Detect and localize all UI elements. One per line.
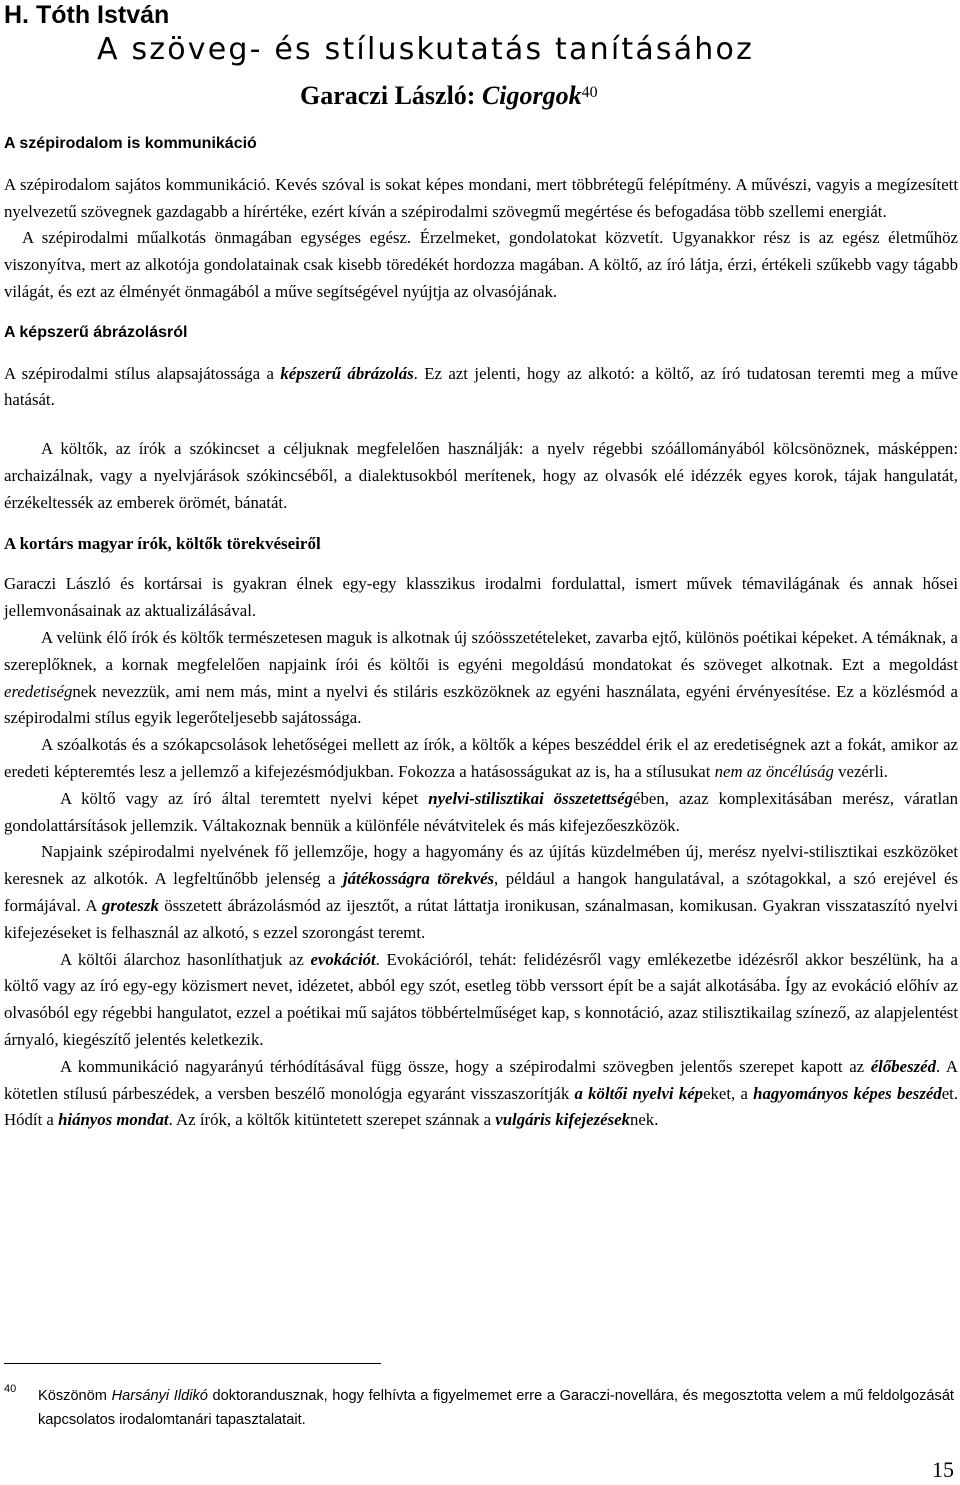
paragraph: A költők, az írók a szókincset a céljuknak megfelelően használják: a nyelv régebbi szóállományából kölcsönöznek, másképpen: archaizálnak, vagy a nyelvjárások szókincséből, a dialektusokból merítenek, hogy az olvasók elé idézzék egyes korok, tájak hangulatát, érzékeltessék az emberek örömét, bánatát.: [4, 439, 958, 512]
footnote-reference: 40: [581, 84, 598, 101]
paragraph: A költői álarchoz hasonlíthatjuk az evokációt. Evokációról, tehát: felidézésről vagy emlékezetbe idézésről akkor beszélünk, ha a költő vagy az író egy-egy közismert nevet, idézetet, abból egy szót, esetleg több verssort épít be a saját alkotásába. Így az evokáció előhív az olvasóból egy régebbi hangulatot, ezzel a poétikai mű sajátos többértelműséget kap, s konnotáció, azaz stilisztikailag színező, az alapjelentést árnyaló, kiegészítő jelentés keletkezik.: [4, 949, 958, 1049]
footnote-text: Köszönöm Harsányi Ildikó doktorandusznak, hogy felhívta a figyelmemet erre a Garaczi-novellára, és megosztotta velem a mű feldolgozását kapcsolatos irodalomtanári tapasztalatait.: [38, 1388, 954, 1428]
subtitle-author: Garaczi László:: [300, 81, 482, 110]
paragraph: A szépirodalmi stílus alapsajátossága a képszerű ábrázolás. Ez azt jelenti, hogy az alkotó: a költő, az író tudatosan teremti meg a műve hatását.: [4, 363, 958, 410]
paragraph: A költő vagy az író által teremtett nyelvi képet nyelvi-stilisztikai összetettségében, azaz komplexitásában merész, váratlan gondolattársítások jellemzik. Váltakoznak bennük a különféle névátvitelek és más kifejezőeszközök.: [4, 788, 958, 835]
paragraph: A szépirodalom sajátos kommunikáció. Kevés szóval is sokat képes mondani, mert többrétegű felépítmény. A művészi, vagyis a megízesített nyelvezetű szövegnek gazdagabb a hírértéke, ezért kíván a szépirodalmi szövegmű megértése és befogadása több szellemi energiát.: [4, 174, 958, 221]
subtitle: [300, 79, 598, 113]
paragraph: A szépirodalmi műalkotás önmagában egységes egész. Érzelmeket, gondolatokat közvetít. Ugyanakkor rész is az egész életműhöz viszonyítva, mert az alkotója gondolatainak csak kisebb töredékét hordozza magában. A költő, az író látja, érzi, értékeli szűkebb vagy tágabb világát, és ezt az élményét önmagából a műve segítségével nyújtja az olvasójának.: [4, 228, 958, 301]
author-name: H. Tóth István: [4, 1, 170, 29]
article-body: [4, 131, 958, 1134]
paragraph: A szóalkotás és a szókapcsolások lehetőségei mellett az írók, a költők a képes beszéddel érik el az eredetiségnek azt a fokát, amikor az eredeti képteremtés lesz a jellemző a kifejezésmódjukban. Fokozza a hatásosságukat az is, ha a stílusukat nem az öncélúság vezérli.: [4, 735, 958, 781]
section-heading-contemporary-writers: A kortárs magyar írók, költők törekvéseiről: [4, 533, 321, 553]
paragraph: Napjaink szépirodalmi nyelvének fő jellemzője, hogy a hagyomány és az újítás küzdelmében új, merész nyelvi-stilisztikai eszközöket keresnek az alkotók. A legfeltűnőbb jelenség a játékosságra törekvés, például a hangok hangulatával, a szótagokkal, a szó erejével és formájával. A groteszk összetett ábrázolásmód az ijesztőt, a rútat láttatja ironikusan, szánalmasan, komikusan. Gyakran visszataszító nyelvi kifejezéseket is felhasznál az alkotó, s ezzel szorongást teremt.: [4, 842, 958, 942]
paragraph: Garaczi László és kortársai is gyakran élnek egy-egy klasszikus irodalmi fordulattal, ismert művek témavilágának és annak hősei jellemvonásainak az aktualizálásával.: [4, 574, 958, 621]
page-number: 15: [932, 1457, 954, 1482]
section-heading-communication: A szépirodalom is kommunikáció: [4, 135, 257, 152]
paragraph: A velünk élő írók és költők természetesen maguk is alkotnak új szóösszetételeket, zavarba ejtő, különös poétikai képeket. A témáknak, a szereplőknek, a kornak megfelelően napjaink írói és költői is egyéni megoldású mondatokat és szöveget alkotnak. Ezt a megoldást eredetiségnek nevezzük, ami nem más, mint a nyelvi és stiláris eszközöknek az egyéni használata, egyéni érvényesítése. Ez a közlésmód a szépirodalmi stílus egyik legerőteljesebb sajátossága.: [4, 627, 958, 728]
subtitle-work-title: Cigorgok: [481, 81, 582, 110]
paragraph: A kommunikáció nagyarányú térhódításával függ össze, hogy a szépirodalmi szövegben jelentős szerepet kapott az élőbeszéd. A kötetlen stílusú párbeszédek, a versben beszélő monológja egyaránt visszaszorítják a költői nyelvi képeket, a hagyományos képes beszédet. Hódít a hiányos mondat. Az írók, a költők kitüntetett szerepet szánnak a vulgáris kifejezéseknek.: [4, 1056, 959, 1130]
footnote-divider: [4, 1363, 381, 1364]
section-heading-imagery: A képszerű ábrázolásról: [4, 323, 188, 341]
page-title: A szöveg- és stíluskutatás tanításához: [97, 32, 755, 67]
footnote: [4, 1384, 954, 1432]
footnote-number: 40: [4, 1383, 17, 1395]
